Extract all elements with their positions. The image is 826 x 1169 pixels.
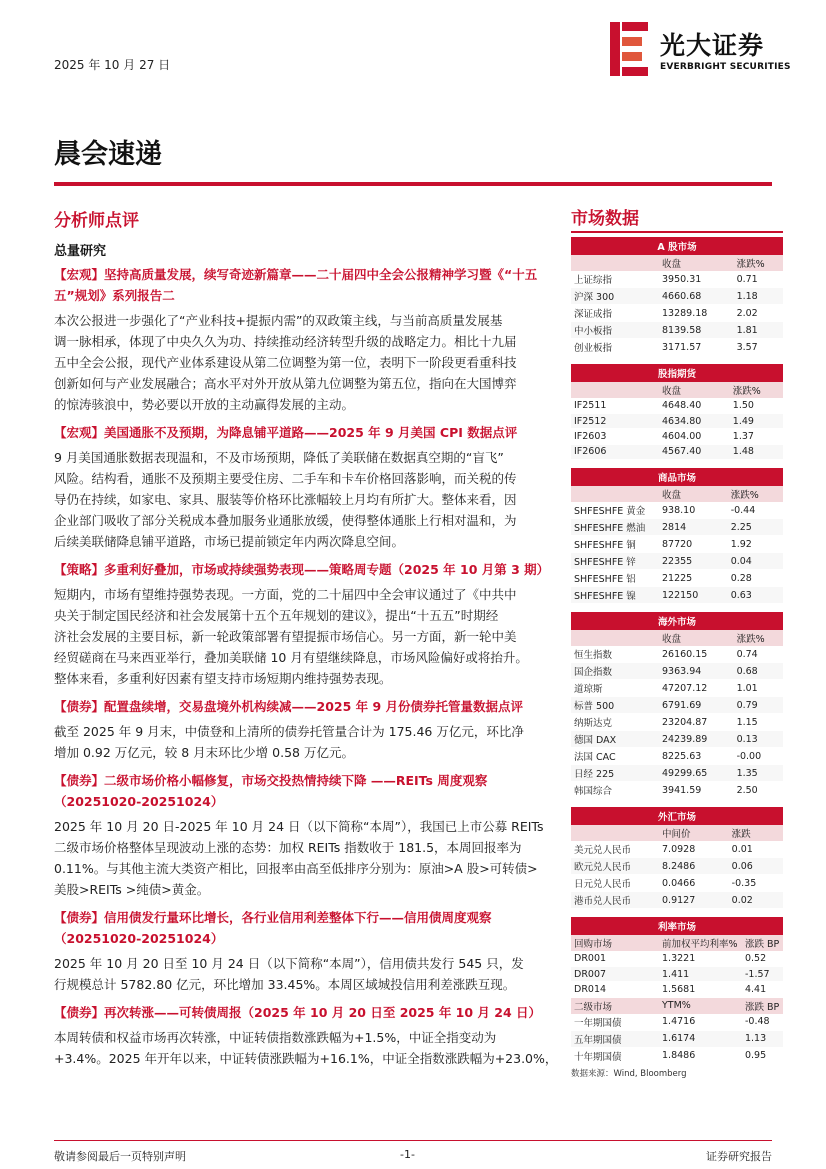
row-label: SHFESHFE 铝 <box>571 570 659 587</box>
column-header: 收盘 <box>659 630 734 646</box>
row-label: 标普 500 <box>571 697 659 714</box>
row-label: 港币兑人民币 <box>571 892 659 909</box>
table-caption: 股指期货 <box>571 364 783 382</box>
body-line: 导仍在持续，如家电、家具、服装等价格环比涨幅较上月均有所扩大。整体来看，因 <box>54 492 517 507</box>
body-line: +3.4%。2025 年开年以来，中证转债涨跌幅为+16.1%，中证全指数涨跌幅为+23.0%， <box>54 1051 558 1066</box>
table-row <box>571 444 783 459</box>
section-heading: 分析师点评 <box>54 211 139 231</box>
row-value: 1.35 <box>734 765 783 782</box>
row-value: 23204.87 <box>659 714 734 731</box>
item-body <box>54 816 562 900</box>
row-value: 0.74 <box>734 646 783 663</box>
page-title: 晨会速递 <box>54 139 162 170</box>
table-row <box>571 1047 783 1064</box>
body-line: 行规模总计 5782.80 亿元，环比增加 33.45%。本周区域城投信用利差涨跌互现。 <box>54 977 516 992</box>
market-table <box>571 612 783 799</box>
row-label: 韩国综合 <box>571 782 659 799</box>
body-line: 本周转债和权益市场再次转涨，中证转债指数涨跌幅为+1.5%，中证全指变动为 <box>54 1030 497 1045</box>
row-value: 7.0928 <box>659 841 729 858</box>
row-label: SHFESHFE 铜 <box>571 536 659 553</box>
column-header <box>571 382 659 398</box>
table-row <box>571 982 783 997</box>
data-source-note: 数据来源：Wind, Bloomberg <box>571 1068 687 1079</box>
row-label: DR001 <box>571 951 659 966</box>
table-row <box>571 519 783 536</box>
row-value: 87720 <box>659 536 728 553</box>
column-header: 回购市场 <box>571 935 659 951</box>
row-label: 法国 CAC <box>571 748 659 765</box>
row-label: IF2512 <box>571 413 659 428</box>
subsection-heading: 总量研究 <box>54 244 107 259</box>
row-label: 日元兑人民币 <box>571 875 659 892</box>
row-value: 3950.31 <box>659 271 734 288</box>
body-line: 二级市场价格整体呈现波动上涨的态势：加权 REITs 指数收于 181.5，本周回报率为 <box>54 840 522 855</box>
column-header: 前加权平均利率% <box>659 935 742 951</box>
table-row <box>571 782 783 799</box>
column-header <box>571 630 659 646</box>
table-row <box>571 892 783 909</box>
row-value: 0.63 <box>728 587 783 604</box>
row-value: -0.48 <box>742 1014 783 1031</box>
row-label: SHFESHFE 燃油 <box>571 519 659 536</box>
row-label: DR014 <box>571 982 659 997</box>
row-value: 1.49 <box>730 413 783 428</box>
row-label: 五年期国债 <box>571 1030 659 1047</box>
row-label: IF2511 <box>571 398 659 413</box>
row-value: 26160.15 <box>659 646 734 663</box>
row-value: 1.411 <box>659 966 742 981</box>
table-row <box>571 875 783 892</box>
row-value: 4634.80 <box>659 413 730 428</box>
row-value: 8139.58 <box>659 322 734 339</box>
body-line: 央关于制定国民经济和社会发展第十五个五年规划的建议》，提出“十五五”时期经 <box>54 608 499 623</box>
table-caption: 利率市场 <box>571 917 783 935</box>
page-number: -1- <box>400 1148 415 1161</box>
column-header: 收盘 <box>659 486 728 502</box>
body-line: 增加 0.92 万亿元，较 8 月末环比少增 0.58 万亿元。 <box>54 745 354 760</box>
row-value: 8.2486 <box>659 858 729 875</box>
body-line: 创新如何与产业发展融合；高水平对外开放从第九位调整为第五位，指向在大国博弈 <box>54 376 517 391</box>
row-value: 22355 <box>659 553 728 570</box>
body-line: 本次公报进一步强化了“产业科技+提振内需”的双政策主线，与当前高质量发展基 <box>54 313 503 328</box>
table-row <box>571 398 783 413</box>
table-row <box>571 748 783 765</box>
row-value: 1.81 <box>734 322 783 339</box>
market-data-panel <box>571 204 783 1079</box>
table-row <box>571 553 783 570</box>
row-value: -0.44 <box>728 502 783 519</box>
row-value: 1.48 <box>730 444 783 459</box>
table-row <box>571 288 783 305</box>
table-caption: 外汇市场 <box>571 807 783 825</box>
row-value: 6791.69 <box>659 697 734 714</box>
logo-chinese-name: 光大证券 <box>660 31 765 60</box>
body-line: 后续美联储降息铺平道路，市场已提前锁定年内两次降息空间。 <box>54 534 405 549</box>
row-value: 2.02 <box>734 305 783 322</box>
row-label: 恒生指数 <box>571 646 659 663</box>
row-label: 中小板指 <box>571 322 659 339</box>
row-value: 0.68 <box>734 663 783 680</box>
row-value: 0.02 <box>729 892 783 909</box>
table-row <box>571 587 783 604</box>
table-row <box>571 951 783 966</box>
footer-disclaimer: 敬请参阅最后一页特别声明 <box>54 1150 186 1163</box>
row-value: 3.57 <box>734 339 783 356</box>
row-value: 2.50 <box>734 782 783 799</box>
table-row <box>571 570 783 587</box>
body-line: 2025 年 10 月 20 日-2025 年 10 月 24 日（以下简称“本周”），我国已上市公募 REITs <box>54 819 544 834</box>
table-row <box>571 966 783 981</box>
item-title: 【债券】信用债发行量环比增长，各行业信用利差整体下行——信用债周度观察（20251020-20251024） <box>54 910 492 946</box>
row-value: 0.79 <box>734 697 783 714</box>
body-line: 五中全会公报，现代产业体系建设从第二位调整为第一位，表明下一阶段更看重科技 <box>54 355 517 370</box>
item-title: 【宏观】美国通胀不及预期，为降息铺平道路——2025 年 9 月美国 CPI 数据点评 <box>54 425 518 440</box>
row-value: 122150 <box>659 587 728 604</box>
row-value: 0.95 <box>742 1047 783 1064</box>
row-value: 0.06 <box>729 858 783 875</box>
body-line: 整体来看，多重利好因素有望支持市场短期内维持强势表现。 <box>54 671 392 686</box>
row-value: -0.00 <box>734 748 783 765</box>
row-label: SHFESHFE 黄金 <box>571 502 659 519</box>
table-header-row <box>571 382 783 398</box>
row-label: 道琼斯 <box>571 680 659 697</box>
row-value: 0.04 <box>728 553 783 570</box>
row-label: SHFESHFE 镍 <box>571 587 659 604</box>
row-value: 1.15 <box>734 714 783 731</box>
row-value: 0.13 <box>734 731 783 748</box>
row-value: 13289.18 <box>659 305 734 322</box>
footer-divider <box>54 1140 772 1141</box>
table-caption: A 股市场 <box>571 237 783 255</box>
row-value: 4567.40 <box>659 444 730 459</box>
table-row <box>571 271 783 288</box>
table-row <box>571 1014 783 1031</box>
table-row <box>571 305 783 322</box>
market-data-heading: 市场数据 <box>571 204 783 233</box>
row-value: 24239.89 <box>659 731 734 748</box>
analyst-commentary <box>54 264 562 1076</box>
item-title: 【债券】配置盘续增，交易盘境外机构续减——2025 年 9 月份债券托管量数据点评 <box>54 699 524 714</box>
item-title: 【债券】再次转涨——可转债周报（2025 年 10 月 20 日至 2025 年 10 月 24 日） <box>54 1005 542 1020</box>
table-row <box>571 714 783 731</box>
column-header: 二级市场 <box>571 997 659 1014</box>
row-label: 日经 225 <box>571 765 659 782</box>
item-title: 【债券】二级市场价格小幅修复，市场交投热情持续下降 ——REITs 周度观察（20251020-20251024） <box>54 773 488 809</box>
column-header: 收盘 <box>659 382 730 398</box>
row-value: 1.5681 <box>659 982 742 997</box>
column-header: 收盘 <box>659 255 734 271</box>
row-label: 欧元兑人民币 <box>571 858 659 875</box>
column-header: 涨跌% <box>734 255 783 271</box>
table-row <box>571 322 783 339</box>
row-value: 49299.65 <box>659 765 734 782</box>
everbright-logo-icon <box>610 22 648 76</box>
row-label: IF2603 <box>571 429 659 444</box>
item-body <box>54 721 562 763</box>
row-label: 纳斯达克 <box>571 714 659 731</box>
column-header: 涨跌% <box>728 486 783 502</box>
table-header-row <box>571 486 783 502</box>
item-body <box>54 953 562 995</box>
row-label: 一年期国债 <box>571 1014 659 1031</box>
table-row <box>571 858 783 875</box>
row-value: 0.0466 <box>659 875 729 892</box>
row-label: 十年期国债 <box>571 1047 659 1064</box>
body-line: 济社会发展的主要目标，新一轮政策部署有望提振市场信心。另一方面，新一轮中美 <box>54 629 517 644</box>
row-label: 国企指数 <box>571 663 659 680</box>
row-label: 创业板指 <box>571 339 659 356</box>
table-row <box>571 413 783 428</box>
table-row <box>571 765 783 782</box>
table-row <box>571 1030 783 1047</box>
row-value: 1.18 <box>734 288 783 305</box>
row-value: 2814 <box>659 519 728 536</box>
table-header-row <box>571 997 783 1014</box>
row-label: DR007 <box>571 966 659 981</box>
row-value: 4648.40 <box>659 398 730 413</box>
column-header <box>571 255 659 271</box>
row-value: 21225 <box>659 570 728 587</box>
body-line: 9 月美国通胀数据表现温和，不及市场预期，降低了美联储在数据真空期的“盲飞” <box>54 450 504 465</box>
company-logo <box>610 22 810 78</box>
table-row <box>571 663 783 680</box>
body-line: 美股>REITs >纯债>黄金。 <box>54 882 210 897</box>
market-table <box>571 237 783 356</box>
body-line: 企业部门吸收了部分关税成本叠加服务业通胀放缓，使得整体通胀上行相对温和，为 <box>54 513 517 528</box>
item-title: 【策略】多重利好叠加，市场或持续强势表现——策略周专题（2025 年 10 月第 3 期） <box>54 562 550 577</box>
row-value: 4604.00 <box>659 429 730 444</box>
column-header: 涨跌% <box>734 630 783 646</box>
body-line: 经贸磋商在马来西亚举行，叠加美联储 10 月有望继续降息，市场风险偏好或将抬升。 <box>54 650 528 665</box>
column-header <box>571 486 659 502</box>
table-row <box>571 646 783 663</box>
item-body <box>54 447 562 552</box>
row-value: 1.50 <box>730 398 783 413</box>
row-value: 1.92 <box>728 536 783 553</box>
market-table <box>571 364 783 460</box>
body-line: 的惊涛骇浪中，势必要以开放的主动赢得发展的主动。 <box>54 397 355 412</box>
table-row <box>571 697 783 714</box>
table-header-row <box>571 630 783 646</box>
row-value: 2.25 <box>728 519 783 536</box>
body-line: 0.11%。与其他主流大类资产相比，回报率由高至低排序分别为：原油>A 股>可转债> <box>54 861 538 876</box>
footer-report-type: 证券研究报告 <box>706 1150 772 1163</box>
row-label: 德国 DAX <box>571 731 659 748</box>
row-value: 0.9127 <box>659 892 729 909</box>
row-value: 0.28 <box>728 570 783 587</box>
row-value: 1.01 <box>734 680 783 697</box>
market-table <box>571 468 783 604</box>
column-header <box>571 825 659 841</box>
row-value: 3941.59 <box>659 782 734 799</box>
row-value: 1.4716 <box>659 1014 742 1031</box>
row-value: 4.41 <box>742 982 783 997</box>
column-header: 涨跌 <box>729 825 783 841</box>
table-row <box>571 502 783 519</box>
table-row <box>571 841 783 858</box>
row-value: 1.13 <box>742 1030 783 1047</box>
row-label: SHFESHFE 锌 <box>571 553 659 570</box>
row-value: 4660.68 <box>659 288 734 305</box>
table-header-row <box>571 935 783 951</box>
table-caption: 商品市场 <box>571 468 783 486</box>
row-value: 8225.63 <box>659 748 734 765</box>
item-body <box>54 584 562 689</box>
row-label: IF2606 <box>571 444 659 459</box>
market-table <box>571 807 783 909</box>
row-value: 1.3221 <box>659 951 742 966</box>
market-table <box>571 917 783 1065</box>
body-line: 调一脉相承，体现了中央久久为功、持续推动经济转型升级的战略定力。相比十九届 <box>54 334 517 349</box>
row-value: 1.6174 <box>659 1030 742 1047</box>
item-title: 【宏观】坚持高质量发展，续写奇迹新篇章——二十届四中全会公报精神学习暨《“十五五”规划》系列报告二 <box>54 267 538 303</box>
table-row <box>571 731 783 748</box>
column-header: 涨跌 BP <box>742 935 783 951</box>
item-body <box>54 310 562 415</box>
column-header: 涨跌% <box>730 382 783 398</box>
table-row <box>571 680 783 697</box>
body-line: 2025 年 10 月 20 日至 10 月 24 日（以下简称“本周”），信用债共发行 545 只，发 <box>54 956 524 971</box>
table-caption: 海外市场 <box>571 612 783 630</box>
item-body <box>54 1027 562 1069</box>
row-value: 9363.94 <box>659 663 734 680</box>
table-row <box>571 536 783 553</box>
row-label: 上证综指 <box>571 271 659 288</box>
column-header: 涨跌 BP <box>742 997 783 1014</box>
table-header-row <box>571 255 783 271</box>
column-header: YTM% <box>659 997 742 1014</box>
body-line: 风险。结构看，通胀不及预期主要受住房、二手车和卡车价格回落影响，而关税的传 <box>54 471 517 486</box>
report-date: 2025 年 10 月 27 日 <box>54 58 171 72</box>
row-value: 0.52 <box>742 951 783 966</box>
row-value: 1.8486 <box>659 1047 742 1064</box>
row-value: 0.71 <box>734 271 783 288</box>
row-value: 3171.57 <box>659 339 734 356</box>
body-line: 短期内，市场有望维持强势表现。一方面，党的二十届四中全会审议通过了《中共中 <box>54 587 517 602</box>
row-value: 47207.12 <box>659 680 734 697</box>
row-value: 0.01 <box>729 841 783 858</box>
column-header: 中间价 <box>659 825 729 841</box>
row-value: -1.57 <box>742 966 783 981</box>
table-header-row <box>571 825 783 841</box>
table-row <box>571 339 783 356</box>
market-tables <box>571 237 783 1065</box>
row-label: 深证成指 <box>571 305 659 322</box>
title-divider <box>54 182 772 186</box>
row-value: 1.37 <box>730 429 783 444</box>
body-line: 截至 2025 年 9 月末，中债登和上清所的债券托管量合计为 175.46 万亿元，环比净 <box>54 724 524 739</box>
logo-english-name: EVERBRIGHT SECURITIES <box>660 62 791 72</box>
table-row <box>571 429 783 444</box>
row-value: -0.35 <box>729 875 783 892</box>
row-value: 938.10 <box>659 502 728 519</box>
row-label: 沪深 300 <box>571 288 659 305</box>
row-label: 美元兑人民币 <box>571 841 659 858</box>
